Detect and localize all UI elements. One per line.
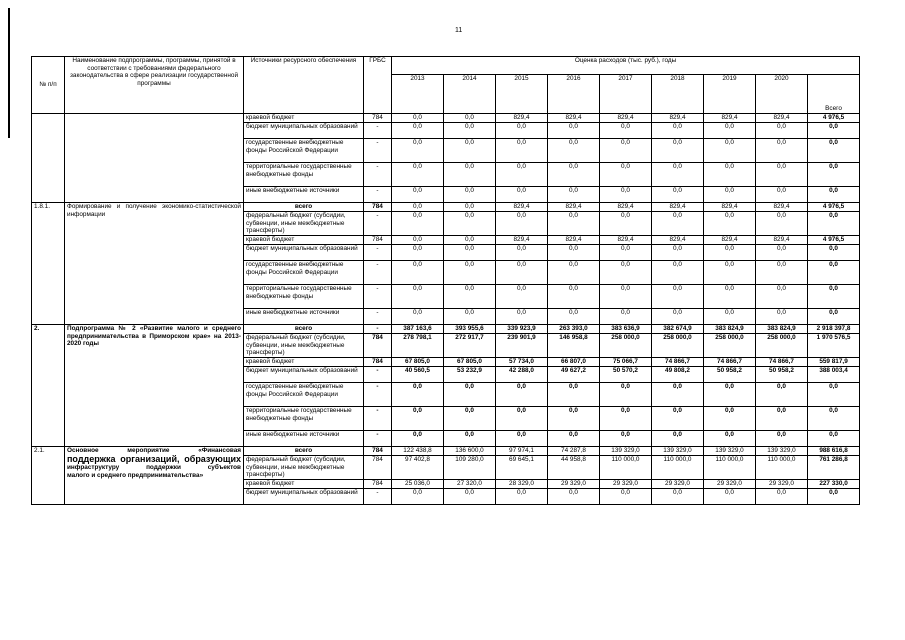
- source-cell: бюджет муниципальных образований: [244, 123, 364, 139]
- value-cell: 0,0: [652, 431, 704, 447]
- value-cell: 29 329,0: [600, 480, 652, 489]
- value-cell: 0,0: [548, 139, 600, 163]
- value-cell: 0,0: [548, 245, 600, 261]
- value-cell: 383 636,9: [600, 325, 652, 334]
- source-cell: краевой бюджет: [244, 480, 364, 489]
- value-cell: 829,4: [704, 114, 756, 123]
- value-cell: 829,4: [600, 114, 652, 123]
- value-cell: 0,0: [652, 187, 704, 203]
- source-cell: бюджет муниципальных образований: [244, 367, 364, 383]
- value-cell: 0,0: [444, 489, 496, 505]
- source-cell: федеральный бюджет (субсидии, субвенции, иные межбюджетные трансферты): [244, 456, 364, 480]
- header-name: Наименование подпрограммы, программы, принятой в соответствии с требованиями федерального законодательства в сфере реализации государственной программы: [65, 57, 244, 114]
- value-cell: 0,0: [392, 245, 444, 261]
- total-cell: 388 003,4: [808, 367, 860, 383]
- page-number: 11: [455, 27, 463, 34]
- total-cell: 0,0: [808, 285, 860, 309]
- grbs-cell: -: [364, 383, 392, 407]
- grbs-cell: -: [364, 367, 392, 383]
- grbs-cell: 784: [364, 203, 392, 212]
- total-cell: 0,0: [808, 309, 860, 325]
- value-cell: 0,0: [756, 139, 808, 163]
- grbs-cell: -: [364, 261, 392, 285]
- header-year: 2015: [496, 75, 548, 114]
- table-row: [32, 203, 860, 212]
- value-cell: 0,0: [444, 187, 496, 203]
- value-cell: 0,0: [652, 383, 704, 407]
- value-cell: 0,0: [392, 203, 444, 212]
- total-cell: 227 330,0: [808, 480, 860, 489]
- value-cell: 69 645,1: [496, 456, 548, 480]
- total-cell: 0,0: [808, 187, 860, 203]
- program-name: [65, 447, 244, 505]
- value-cell: 258 000,0: [652, 334, 704, 358]
- value-cell: 0,0: [392, 285, 444, 309]
- value-cell: 0,0: [548, 212, 600, 236]
- value-cell: 0,0: [444, 123, 496, 139]
- value-cell: 0,0: [392, 236, 444, 245]
- value-cell: 829,4: [600, 236, 652, 245]
- value-cell: 0,0: [496, 187, 548, 203]
- value-cell: 146 958,8: [548, 334, 600, 358]
- program-name: Формирование и получение экономико-статистической информации: [65, 203, 244, 325]
- program-name: Подпрограмма № 2 «Развитие малого и среднего предпринимательства в Приморском крае» на 2013-2020 годы: [65, 325, 244, 447]
- total-cell: 0,0: [808, 383, 860, 407]
- row-number: [32, 114, 65, 203]
- source-cell: государственные внебюджетные фонды Российской Федерации: [244, 139, 364, 163]
- value-cell: 67 805,0: [444, 358, 496, 367]
- expenses-table: [31, 56, 860, 505]
- total-cell: 0,0: [808, 431, 860, 447]
- grbs-cell: 784: [364, 114, 392, 123]
- value-cell: 0,0: [444, 431, 496, 447]
- grbs-cell: -: [364, 123, 392, 139]
- value-cell: 0,0: [704, 139, 756, 163]
- source-cell: территориальные государственные внебюджетные фонды: [244, 407, 364, 431]
- total-cell: 2 918 397,8: [808, 325, 860, 334]
- grbs-cell: 784: [364, 236, 392, 245]
- value-cell: 139 329,0: [756, 447, 808, 456]
- value-cell: 0,0: [496, 123, 548, 139]
- value-cell: 0,0: [704, 261, 756, 285]
- total-cell: 0,0: [808, 245, 860, 261]
- grbs-cell: -: [364, 407, 392, 431]
- total-cell: 4 976,5: [808, 114, 860, 123]
- source-cell: федеральный бюджет (субсидии, субвенции, иные межбюджетные трансферты): [244, 212, 364, 236]
- value-cell: 0,0: [392, 123, 444, 139]
- value-cell: 0,0: [496, 245, 548, 261]
- header-year: 2013: [392, 75, 444, 114]
- value-cell: 0,0: [392, 489, 444, 505]
- value-cell: 0,0: [392, 383, 444, 407]
- value-cell: 0,0: [548, 187, 600, 203]
- value-cell: 0,0: [704, 163, 756, 187]
- value-cell: 0,0: [496, 431, 548, 447]
- source-cell: территориальные государственные внебюджетные фонды: [244, 285, 364, 309]
- source-cell: государственные внебюджетные фонды Российской Федерации: [244, 383, 364, 407]
- value-cell: 0,0: [704, 285, 756, 309]
- grbs-cell: -: [364, 212, 392, 236]
- value-cell: 0,0: [652, 261, 704, 285]
- value-cell: 0,0: [756, 163, 808, 187]
- value-cell: 74 287,8: [548, 447, 600, 456]
- grbs-cell: 784: [364, 447, 392, 456]
- value-cell: 75 066,7: [600, 358, 652, 367]
- value-cell: 50 570,2: [600, 367, 652, 383]
- grbs-cell: -: [364, 245, 392, 261]
- value-cell: 0,0: [756, 407, 808, 431]
- grbs-cell: 784: [364, 358, 392, 367]
- table-row: [32, 114, 860, 123]
- value-cell: 0,0: [392, 431, 444, 447]
- value-cell: 25 036,0: [392, 480, 444, 489]
- source-cell: федеральный бюджет (субсидии, субвенции, иные межбюджетные трансферты): [244, 334, 364, 358]
- value-cell: 74 866,7: [704, 358, 756, 367]
- value-cell: 258 000,0: [756, 334, 808, 358]
- value-cell: 29 329,0: [548, 480, 600, 489]
- value-cell: 0,0: [444, 261, 496, 285]
- value-cell: 0,0: [704, 245, 756, 261]
- value-cell: 0,0: [704, 431, 756, 447]
- value-cell: 0,0: [600, 285, 652, 309]
- table-row: [32, 325, 860, 334]
- total-cell: 0,0: [808, 212, 860, 236]
- grbs-cell: -: [364, 163, 392, 187]
- total-cell: 4 976,5: [808, 236, 860, 245]
- value-cell: 0,0: [600, 407, 652, 431]
- total-cell: 988 616,8: [808, 447, 860, 456]
- value-cell: 40 560,5: [392, 367, 444, 383]
- margin-line: [8, 8, 10, 138]
- grbs-cell: -: [364, 285, 392, 309]
- value-cell: 239 901,9: [496, 334, 548, 358]
- value-cell: 0,0: [600, 212, 652, 236]
- value-cell: 74 866,7: [756, 358, 808, 367]
- value-cell: 0,0: [600, 245, 652, 261]
- value-cell: 67 805,0: [392, 358, 444, 367]
- grbs-cell: -: [364, 489, 392, 505]
- total-cell: 4 976,5: [808, 203, 860, 212]
- row-number: 1.8.1.: [32, 203, 65, 325]
- total-cell: 0,0: [808, 163, 860, 187]
- value-cell: 0,0: [600, 309, 652, 325]
- value-cell: 0,0: [652, 285, 704, 309]
- grbs-cell: -: [364, 139, 392, 163]
- value-cell: 829,4: [548, 114, 600, 123]
- value-cell: 0,0: [496, 309, 548, 325]
- program-name-line: малого и среднего предпринимательства»: [67, 471, 204, 479]
- header-total: Всего: [808, 75, 860, 114]
- grbs-cell: 784: [364, 334, 392, 358]
- value-cell: 0,0: [600, 139, 652, 163]
- value-cell: 829,4: [652, 236, 704, 245]
- value-cell: 0,0: [444, 139, 496, 163]
- table-row: [32, 447, 860, 456]
- value-cell: 0,0: [496, 163, 548, 187]
- value-cell: 97 402,8: [392, 456, 444, 480]
- value-cell: 0,0: [756, 245, 808, 261]
- value-cell: 829,4: [652, 203, 704, 212]
- program-name-line: поддержка организаций, образующих: [67, 453, 241, 464]
- value-cell: 0,0: [444, 163, 496, 187]
- value-cell: 0,0: [548, 431, 600, 447]
- program-name-line: инфраструктуру поддержки субъектов: [67, 464, 241, 472]
- value-cell: 0,0: [600, 431, 652, 447]
- value-cell: 0,0: [704, 309, 756, 325]
- value-cell: 0,0: [496, 212, 548, 236]
- value-cell: 0,0: [444, 236, 496, 245]
- value-cell: 0,0: [444, 114, 496, 123]
- total-cell: 0,0: [808, 261, 860, 285]
- value-cell: 0,0: [600, 383, 652, 407]
- program-name: [65, 114, 244, 203]
- value-cell: 387 163,6: [392, 325, 444, 334]
- value-cell: 50 958,2: [704, 367, 756, 383]
- value-cell: 49 627,2: [548, 367, 600, 383]
- value-cell: 258 000,0: [704, 334, 756, 358]
- value-cell: 829,4: [496, 203, 548, 212]
- total-cell: 0,0: [808, 139, 860, 163]
- value-cell: 829,4: [548, 203, 600, 212]
- value-cell: 109 280,0: [444, 456, 496, 480]
- source-cell: всего: [244, 203, 364, 212]
- value-cell: 0,0: [392, 212, 444, 236]
- value-cell: 42 288,0: [496, 367, 548, 383]
- value-cell: 53 232,9: [444, 367, 496, 383]
- value-cell: 0,0: [652, 309, 704, 325]
- value-cell: 0,0: [704, 489, 756, 505]
- header-year: 2018: [652, 75, 704, 114]
- source-cell: территориальные государственные внебюджетные фонды: [244, 163, 364, 187]
- value-cell: 0,0: [444, 285, 496, 309]
- value-cell: 97 974,1: [496, 447, 548, 456]
- header-sources: Источники ресурсного обеспечения: [244, 57, 364, 114]
- value-cell: 0,0: [756, 212, 808, 236]
- header-year: 2017: [600, 75, 652, 114]
- value-cell: 0,0: [600, 261, 652, 285]
- total-cell: 559 817,9: [808, 358, 860, 367]
- value-cell: 278 798,1: [392, 334, 444, 358]
- value-cell: 66 807,0: [548, 358, 600, 367]
- value-cell: 0,0: [444, 383, 496, 407]
- header-estimate: Оценка расходов (тыс. руб.), годы: [392, 57, 860, 75]
- value-cell: 110 000,0: [652, 456, 704, 480]
- value-cell: 0,0: [392, 139, 444, 163]
- header-num: № п/п: [32, 57, 65, 114]
- value-cell: 382 674,9: [652, 325, 704, 334]
- value-cell: 29 329,0: [704, 480, 756, 489]
- value-cell: 393 955,6: [444, 325, 496, 334]
- row-number: 2.: [32, 325, 65, 447]
- value-cell: 0,0: [756, 123, 808, 139]
- source-cell: иные внебюджетные источники: [244, 187, 364, 203]
- source-cell: всего: [244, 447, 364, 456]
- value-cell: 0,0: [392, 261, 444, 285]
- value-cell: 44 958,8: [548, 456, 600, 480]
- total-cell: 0,0: [808, 123, 860, 139]
- source-cell: всего: [244, 325, 364, 334]
- value-cell: 57 734,0: [496, 358, 548, 367]
- value-cell: 383 824,9: [704, 325, 756, 334]
- value-cell: 0,0: [704, 407, 756, 431]
- source-cell: иные внебюджетные источники: [244, 309, 364, 325]
- value-cell: 829,4: [496, 114, 548, 123]
- value-cell: 0,0: [496, 139, 548, 163]
- value-cell: 272 917,7: [444, 334, 496, 358]
- grbs-cell: -: [364, 187, 392, 203]
- source-cell: государственные внебюджетные фонды Российской Федерации: [244, 261, 364, 285]
- value-cell: 0,0: [756, 489, 808, 505]
- value-cell: 74 866,7: [652, 358, 704, 367]
- value-cell: 263 393,0: [548, 325, 600, 334]
- value-cell: 0,0: [496, 261, 548, 285]
- grbs-cell: 784: [364, 456, 392, 480]
- total-cell: 0,0: [808, 407, 860, 431]
- source-cell: бюджет муниципальных образований: [244, 245, 364, 261]
- value-cell: 0,0: [392, 407, 444, 431]
- header-year: 2019: [704, 75, 756, 114]
- source-cell: иные внебюджетные источники: [244, 431, 364, 447]
- program-name-line: Основное мероприятие «Финансовая: [67, 447, 241, 454]
- value-cell: 122 438,8: [392, 447, 444, 456]
- value-cell: 110 000,0: [600, 456, 652, 480]
- total-cell: 1 970 576,5: [808, 334, 860, 358]
- value-cell: 27 320,0: [444, 480, 496, 489]
- value-cell: 0,0: [652, 245, 704, 261]
- value-cell: 29 329,0: [652, 480, 704, 489]
- value-cell: 0,0: [444, 245, 496, 261]
- total-cell: 761 286,8: [808, 456, 860, 480]
- value-cell: 0,0: [756, 309, 808, 325]
- value-cell: 829,4: [756, 236, 808, 245]
- header-grbs: ГРБС: [364, 57, 392, 114]
- value-cell: 0,0: [392, 163, 444, 187]
- value-cell: 0,0: [548, 285, 600, 309]
- value-cell: 29 329,0: [756, 480, 808, 489]
- value-cell: 829,4: [756, 114, 808, 123]
- source-cell: краевой бюджет: [244, 114, 364, 123]
- total-cell: 0,0: [808, 489, 860, 505]
- value-cell: 0,0: [392, 309, 444, 325]
- value-cell: 0,0: [600, 163, 652, 187]
- value-cell: 0,0: [756, 285, 808, 309]
- value-cell: 0,0: [652, 407, 704, 431]
- value-cell: 0,0: [548, 163, 600, 187]
- value-cell: 0,0: [652, 212, 704, 236]
- value-cell: 110 000,0: [704, 456, 756, 480]
- value-cell: 0,0: [548, 123, 600, 139]
- value-cell: 28 329,0: [496, 480, 548, 489]
- value-cell: 0,0: [704, 212, 756, 236]
- value-cell: 829,4: [496, 236, 548, 245]
- grbs-cell: -: [364, 431, 392, 447]
- value-cell: 0,0: [548, 489, 600, 505]
- value-cell: 0,0: [704, 383, 756, 407]
- value-cell: 0,0: [548, 383, 600, 407]
- value-cell: 0,0: [444, 203, 496, 212]
- value-cell: 139 329,0: [652, 447, 704, 456]
- value-cell: 139 329,0: [600, 447, 652, 456]
- value-cell: 339 923,9: [496, 325, 548, 334]
- value-cell: 0,0: [600, 187, 652, 203]
- header-year: 2020: [756, 75, 808, 114]
- value-cell: 0,0: [496, 407, 548, 431]
- value-cell: 829,4: [548, 236, 600, 245]
- source-cell: краевой бюджет: [244, 236, 364, 245]
- value-cell: 258 000,0: [600, 334, 652, 358]
- value-cell: 383 824,9: [756, 325, 808, 334]
- value-cell: 0,0: [496, 285, 548, 309]
- source-cell: бюджет муниципальных образований: [244, 489, 364, 505]
- value-cell: 0,0: [704, 123, 756, 139]
- value-cell: 0,0: [652, 489, 704, 505]
- value-cell: 0,0: [444, 407, 496, 431]
- value-cell: 0,0: [548, 309, 600, 325]
- value-cell: 0,0: [756, 431, 808, 447]
- grbs-cell: -: [364, 309, 392, 325]
- row-number: 2.1.: [32, 447, 65, 505]
- value-cell: 0,0: [444, 212, 496, 236]
- value-cell: 0,0: [652, 139, 704, 163]
- value-cell: 0,0: [392, 114, 444, 123]
- value-cell: 829,4: [756, 203, 808, 212]
- value-cell: 0,0: [756, 261, 808, 285]
- value-cell: 0,0: [600, 489, 652, 505]
- value-cell: 0,0: [548, 407, 600, 431]
- value-cell: 829,4: [600, 203, 652, 212]
- value-cell: 0,0: [444, 309, 496, 325]
- header-year: 2014: [444, 75, 496, 114]
- value-cell: 0,0: [756, 187, 808, 203]
- value-cell: 139 329,0: [704, 447, 756, 456]
- value-cell: 0,0: [548, 261, 600, 285]
- value-cell: 0,0: [652, 123, 704, 139]
- value-cell: 0,0: [496, 383, 548, 407]
- value-cell: 0,0: [704, 187, 756, 203]
- value-cell: 49 808,2: [652, 367, 704, 383]
- value-cell: 136 600,0: [444, 447, 496, 456]
- value-cell: 110 000,0: [756, 456, 808, 480]
- value-cell: 829,4: [704, 236, 756, 245]
- value-cell: 0,0: [496, 489, 548, 505]
- value-cell: 829,4: [704, 203, 756, 212]
- value-cell: 0,0: [392, 187, 444, 203]
- value-cell: 829,4: [652, 114, 704, 123]
- grbs-cell: -: [364, 325, 392, 334]
- value-cell: 0,0: [756, 383, 808, 407]
- header-year: 2016: [548, 75, 600, 114]
- grbs-cell: 784: [364, 480, 392, 489]
- source-cell: краевой бюджет: [244, 358, 364, 367]
- value-cell: 0,0: [652, 163, 704, 187]
- value-cell: 50 958,2: [756, 367, 808, 383]
- value-cell: 0,0: [600, 123, 652, 139]
